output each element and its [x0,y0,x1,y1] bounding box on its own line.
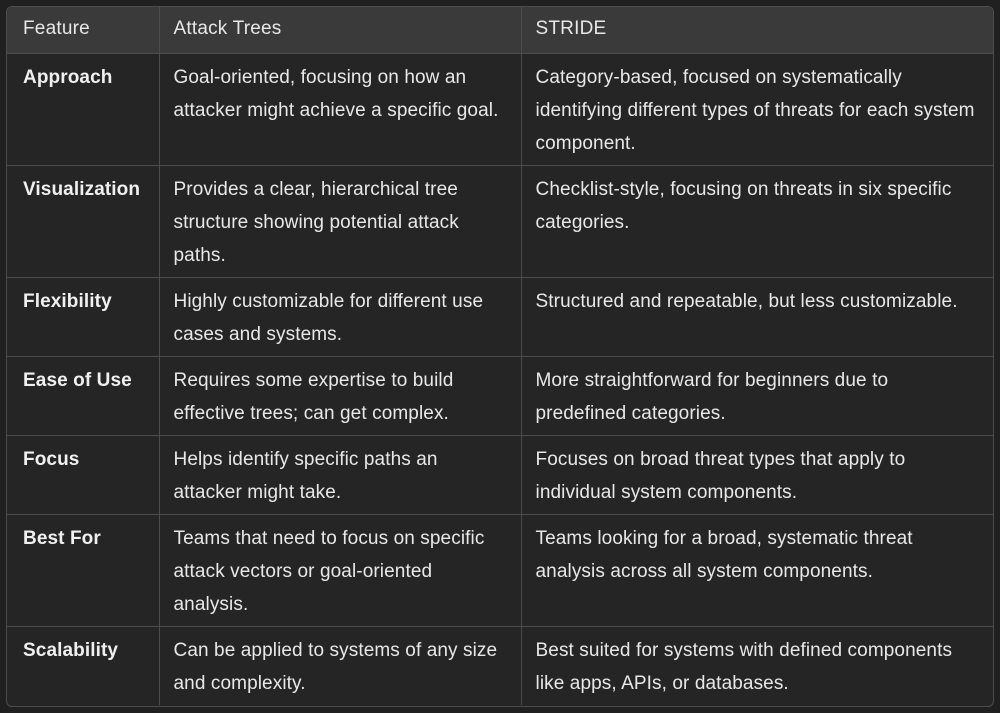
row-stride: More straightforward for beginners due to predefined categories. [521,356,994,435]
table-row [7,435,994,514]
table-body [7,53,994,705]
row-feature: Best For [7,514,159,626]
header-feature: Feature [7,7,159,53]
row-attack-trees: Teams that need to focus on specific attack vectors or goal-oriented analysis. [159,514,521,626]
comparison-table [7,7,994,705]
table-row [7,356,994,435]
table-header [7,7,994,53]
comparison-table-container [6,6,994,707]
row-stride: Focuses on broad threat types that apply to individual system components. [521,435,994,514]
row-stride: Structured and repeatable, but less customizable. [521,277,994,356]
table-row [7,165,994,277]
row-attack-trees: Provides a clear, hierarchical tree structure showing potential attack paths. [159,165,521,277]
row-attack-trees: Requires some expertise to build effective trees; can get complex. [159,356,521,435]
table-row [7,626,994,705]
row-stride: Checklist-style, focusing on threats in six specific categories. [521,165,994,277]
header-stride: STRIDE [521,7,994,53]
table-row [7,277,994,356]
table-row [7,514,994,626]
row-stride: Teams looking for a broad, systematic threat analysis across all system components. [521,514,994,626]
header-attack-trees: Attack Trees [159,7,521,53]
row-attack-trees: Can be applied to systems of any size and complexity. [159,626,521,705]
row-feature: Flexibility [7,277,159,356]
row-feature: Focus [7,435,159,514]
row-feature: Scalability [7,626,159,705]
row-stride: Best suited for systems with defined components like apps, APIs, or databases. [535,639,953,694]
row-stride: Category-based, focused on systematically identifying different types of threats for each system component. [521,53,994,165]
row-feature: Ease of Use [7,356,159,435]
row-feature: Visualization [7,165,159,277]
row-attack-trees: Highly customizable for different use cases and systems. [159,277,521,356]
row-attack-trees: Goal-oriented, focusing on how an attacker might achieve a specific goal. [159,53,521,165]
row-attack-trees: Helps identify specific paths an attacker might take. [159,435,521,514]
row-feature: Approach [7,53,159,165]
table-row [7,53,994,165]
header-row [7,7,994,53]
